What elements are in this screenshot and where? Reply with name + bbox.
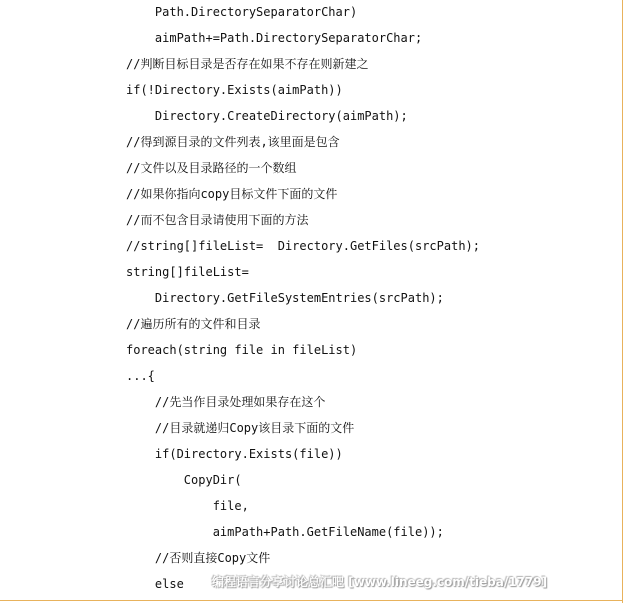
code-comment: //得到源目录的文件列表,该里面是包含 bbox=[126, 135, 340, 149]
code-line: CopyDir( bbox=[126, 473, 242, 487]
code-line: foreach(string file in fileList) bbox=[126, 343, 358, 357]
code-line: string[]fileList= bbox=[126, 265, 249, 279]
code-comment: //判断目标目录是否存在如果不存在则新建之 bbox=[126, 57, 369, 71]
code-line: Path.DirectorySeparatorChar) bbox=[126, 5, 358, 19]
code-line: Directory.CreateDirectory(aimPath); bbox=[126, 109, 408, 123]
code-comment: //文件以及目录路径的一个数组 bbox=[126, 161, 297, 175]
code-line: if(!Directory.Exists(aimPath)) bbox=[126, 83, 343, 97]
site-watermark: 编程语言分享讨论总汇吧 [www.lineeg.com/tieba/1779] bbox=[212, 575, 548, 589]
code-line: Directory.GetFileSystemEntries(srcPath); bbox=[126, 291, 444, 305]
code-line: aimPath+=Path.DirectorySeparatorChar; bbox=[126, 31, 423, 45]
code-comment: //否则直接Copy文件 bbox=[126, 551, 271, 565]
code-line: aimPath+Path.GetFileName(file)); bbox=[126, 525, 444, 539]
code-line: else bbox=[126, 577, 184, 591]
code-comment: //遍历所有的文件和目录 bbox=[126, 317, 261, 331]
frame-border-right bbox=[622, 0, 623, 603]
code-comment: //目录就递归Copy该目录下面的文件 bbox=[126, 421, 355, 435]
code-comment: //先当作目录处理如果存在这个 bbox=[126, 395, 326, 409]
frame-border-bottom bbox=[0, 600, 623, 601]
code-comment: //如果你指向copy目标文件下面的文件 bbox=[126, 187, 338, 201]
code-comment: //string[]fileList= Directory.GetFiles(srcPath); bbox=[126, 239, 481, 253]
code-line: if(Directory.Exists(file)) bbox=[126, 447, 343, 461]
code-line: file, bbox=[126, 499, 249, 513]
code-comment: //而不包含目录请使用下面的方法 bbox=[126, 213, 309, 227]
code-line: ...{ bbox=[126, 369, 155, 383]
